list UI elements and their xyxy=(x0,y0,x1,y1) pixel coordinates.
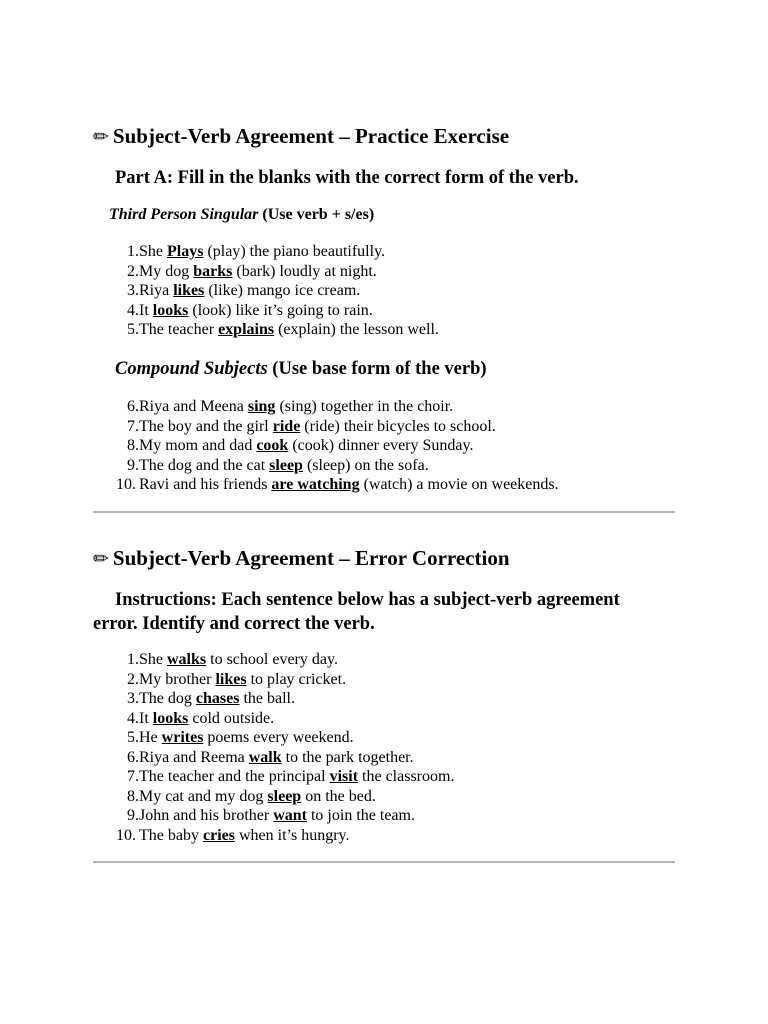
item-text: Riya and Meena xyxy=(139,398,248,415)
item-number: 1. xyxy=(127,243,139,260)
item-text: The teacher and the principal xyxy=(139,768,330,785)
item-text: The dog xyxy=(139,690,196,707)
item-text: to the park together. xyxy=(281,748,414,766)
item-number: 7. xyxy=(127,417,139,435)
item-verb: barks xyxy=(193,262,233,280)
item-text: (sing) together in the choir. xyxy=(275,398,454,415)
compound-subjects-list xyxy=(93,397,559,495)
list-item xyxy=(93,262,439,282)
part-a-heading: Part A: Fill in the blanks with the correct form of the verb. xyxy=(115,168,579,188)
item-verb: looks xyxy=(152,709,189,727)
item-number: 6. xyxy=(127,748,139,766)
item-verb: Plays xyxy=(167,243,204,260)
list-item xyxy=(93,709,454,729)
item-text: to play cricket. xyxy=(246,670,347,688)
list-item xyxy=(93,417,559,437)
item-text: to school every day. xyxy=(206,651,338,668)
item-text: Riya xyxy=(139,282,174,299)
compound-label: Compound Subjects xyxy=(115,359,268,379)
item-text: when it’s hungry. xyxy=(234,826,350,844)
third-person-heading xyxy=(109,205,374,225)
item-number: 4. xyxy=(127,301,139,319)
item-text: John and his brother xyxy=(139,807,274,824)
item-text: The teacher xyxy=(139,321,219,338)
item-text: (like) mango ice cream. xyxy=(204,282,361,299)
list-item xyxy=(93,456,559,476)
item-text: My brother xyxy=(139,670,216,688)
item-verb: writes xyxy=(161,729,204,746)
item-verb: are watching xyxy=(271,476,360,493)
item-verb: walk xyxy=(248,748,282,766)
item-text: (bark) loudly at night. xyxy=(232,262,377,280)
section-divider xyxy=(93,511,675,513)
item-text: (look) like it’s going to rain. xyxy=(188,301,373,319)
item-text: Ravi and his friends xyxy=(139,476,272,493)
item-text: the classroom. xyxy=(358,768,455,785)
practice-exercise-title: ✏ Subject-Verb Agreement – Practice Exercise xyxy=(93,124,510,148)
item-number: 8. xyxy=(127,787,139,805)
list-item xyxy=(93,320,439,340)
item-number: 7. xyxy=(127,768,139,785)
list-item xyxy=(93,436,559,456)
item-text: (cook) dinner every Sunday. xyxy=(288,437,474,454)
item-number: 5. xyxy=(127,321,139,338)
item-text: The boy and the girl xyxy=(139,417,273,435)
item-text: (ride) their bicycles to school. xyxy=(300,417,496,435)
list-item xyxy=(93,728,454,748)
third-person-label: Third Person Singular xyxy=(109,206,259,223)
item-verb: likes xyxy=(215,670,247,688)
list-item xyxy=(93,689,454,709)
item-text: poems every weekend. xyxy=(203,729,354,746)
item-text: My cat and my dog xyxy=(139,787,268,805)
item-text: Riya and Reema xyxy=(139,748,249,766)
pencil-icon: ✏ xyxy=(93,126,109,148)
list-item xyxy=(93,826,454,846)
item-text: on the bed. xyxy=(301,787,376,805)
item-text: (play) the piano beautifully. xyxy=(203,243,386,260)
item-number: 2. xyxy=(127,670,139,688)
error-correction-list xyxy=(93,650,454,845)
item-verb: visit xyxy=(329,768,359,785)
item-number: 3. xyxy=(127,690,139,707)
item-number: 3. xyxy=(127,282,139,299)
list-item xyxy=(93,242,439,262)
item-verb: ride xyxy=(272,417,301,435)
list-item xyxy=(93,281,439,301)
third-person-list xyxy=(93,242,439,340)
list-item xyxy=(93,397,559,417)
item-text: The dog and the cat xyxy=(139,456,270,474)
item-number: 6. xyxy=(127,398,139,415)
item-text: The baby xyxy=(139,826,203,844)
item-verb: sleep xyxy=(269,456,303,474)
item-number: 9. xyxy=(127,456,139,474)
item-verb: likes xyxy=(173,282,205,299)
item-text: to join the team. xyxy=(306,807,415,824)
item-verb: walks xyxy=(167,651,207,668)
item-text: (watch) a movie on weekends. xyxy=(359,476,559,493)
instructions-text: Instructions: Each sentence below has a subject-verb agreement error. Identify and correct the verb. xyxy=(93,590,620,634)
list-item xyxy=(93,650,454,670)
item-verb: chases xyxy=(195,690,240,707)
pencil-icon: ✏ xyxy=(93,548,109,570)
item-verb: sing xyxy=(247,398,276,415)
item-text: He xyxy=(139,729,162,746)
list-item xyxy=(93,670,454,690)
item-number: 5. xyxy=(127,729,139,746)
list-item xyxy=(93,301,439,321)
list-item xyxy=(93,767,454,787)
list-item xyxy=(93,475,559,495)
item-verb: looks xyxy=(152,301,189,319)
item-verb: explains xyxy=(218,321,275,338)
compound-subjects-heading xyxy=(115,357,487,381)
item-number: 2. xyxy=(127,262,139,280)
section-divider-bottom xyxy=(93,861,675,863)
item-text: My dog xyxy=(139,262,194,280)
item-text: She xyxy=(139,243,167,260)
item-text: cold outside. xyxy=(188,709,275,727)
item-text: It xyxy=(139,301,153,319)
item-verb: cries xyxy=(202,826,235,844)
item-text: (sleep) on the sofa. xyxy=(302,456,429,474)
item-text: She xyxy=(139,651,167,668)
item-text: It xyxy=(139,709,153,727)
list-item xyxy=(93,806,454,826)
item-number: 8. xyxy=(127,437,139,454)
item-verb: cook xyxy=(256,437,289,454)
item-number: 4. xyxy=(127,709,139,727)
list-item xyxy=(93,748,454,768)
item-verb: want xyxy=(273,807,307,824)
item-number: 1. xyxy=(127,651,139,668)
third-person-rule: (Use verb + s/es) xyxy=(258,206,375,223)
item-text: the ball. xyxy=(239,690,295,707)
item-text: My mom and dad xyxy=(139,437,257,454)
item-number: 9. xyxy=(127,807,139,824)
compound-rule: (Use base form of the verb) xyxy=(267,359,487,379)
list-item xyxy=(93,787,454,807)
item-number: 10. xyxy=(116,476,136,493)
item-text: (explain) the lesson well. xyxy=(274,321,439,338)
item-verb: sleep xyxy=(267,787,302,805)
item-number: 10. xyxy=(116,826,136,844)
error-correction-title: ✏ Subject-Verb Agreement – Error Correction xyxy=(93,546,510,570)
